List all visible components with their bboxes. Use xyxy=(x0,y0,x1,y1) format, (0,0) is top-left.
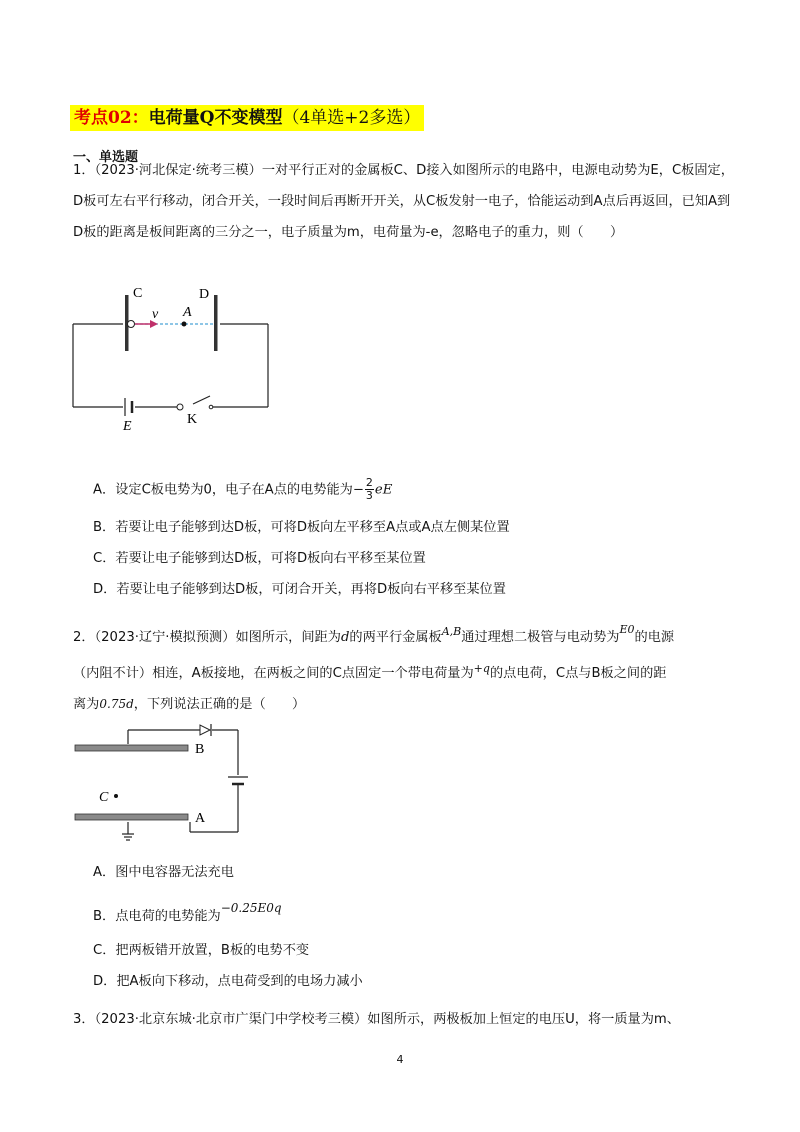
q1-label-k: K xyxy=(187,412,198,427)
page-number: 4 xyxy=(396,1053,404,1066)
section-heading xyxy=(70,105,424,131)
q1-label-e: E xyxy=(123,419,132,434)
q2-label-c: C xyxy=(99,790,109,805)
q2-option-a: A．图中电容器无法充电 xyxy=(93,865,234,880)
q1-label-v: v xyxy=(152,307,159,322)
q1-label-a: A xyxy=(183,305,192,320)
q1-label-d: D xyxy=(199,287,210,302)
heading-title: 电荷量Q不变模型 xyxy=(148,108,283,128)
q2-label-a: A xyxy=(195,811,206,826)
heading-paren: （4单选+2多选） xyxy=(282,108,421,128)
heading-label: 考点02： xyxy=(74,108,149,128)
q2-option-d: D．把A板向下移动，点电荷受到的电场力减小 xyxy=(93,974,363,989)
q2-option-c: C．把两板错开放置，B板的电势不变 xyxy=(93,943,310,958)
q2-label-b: B xyxy=(195,742,205,757)
q1-option-a: A．设定C板电势为0，电子在A点的电势能为− $\frac{2}{3}$ eE xyxy=(93,476,393,502)
q1-label-c: C xyxy=(133,286,143,301)
q1-circuit-figure xyxy=(65,280,280,440)
q1-option-b: B．若要让电子能够到达D板，可将D板向左平移至A点或A点左侧某位置 xyxy=(93,520,510,535)
q1-text: 一对平行正对的金属板C、D接入如图所示的电路中，电源电动势为E，C板固定，D板可左右平行移动，闭合开关，一段时间后再断开开关，从C板发射一电子，恰能运动到A点后再返回，已知A到D板的距离是板间距离的三分之一，电子质量为m，电荷量为-e，忽略电子的重力，则（ ） xyxy=(73,163,734,240)
q2-option-b: B．点电荷的电势能为−0.25E0q xyxy=(93,901,282,924)
question-1 xyxy=(73,155,738,248)
q1-number: 1． xyxy=(73,163,95,178)
q1-option-c: C．若要让电子能够到达D板，可将D板向右平移至某位置 xyxy=(93,551,426,566)
question-2: 2．（2023·辽宁·模拟预测）如图所示，间距为d的两平行金属板$^{A,B}$通过理想二极管与电动势为$^{E0}$的电源 （内阻不计）相连，A板接地，在两板之间的C点固定一个带电荷量为$^{+q}$的点电荷，C点与B板之间的距 离为0.75d，下列说法正确的是（ ） xyxy=(73,623,675,712)
q1-option-d: D．若要让电子能够到达D板，可闭合开关，再将D板向右平移至某位置 xyxy=(93,582,506,597)
question-3: 3．（2023·北京东城·北京市广渠门中学校考三模）如图所示，两极板加上恒定的电压U，将一质量为m、 xyxy=(73,1012,680,1027)
q1-source: （2023·河北保定·统考三模） xyxy=(94,163,262,178)
q2-circuit-figure xyxy=(70,722,250,862)
section-title: 一、单选题 xyxy=(73,150,139,165)
